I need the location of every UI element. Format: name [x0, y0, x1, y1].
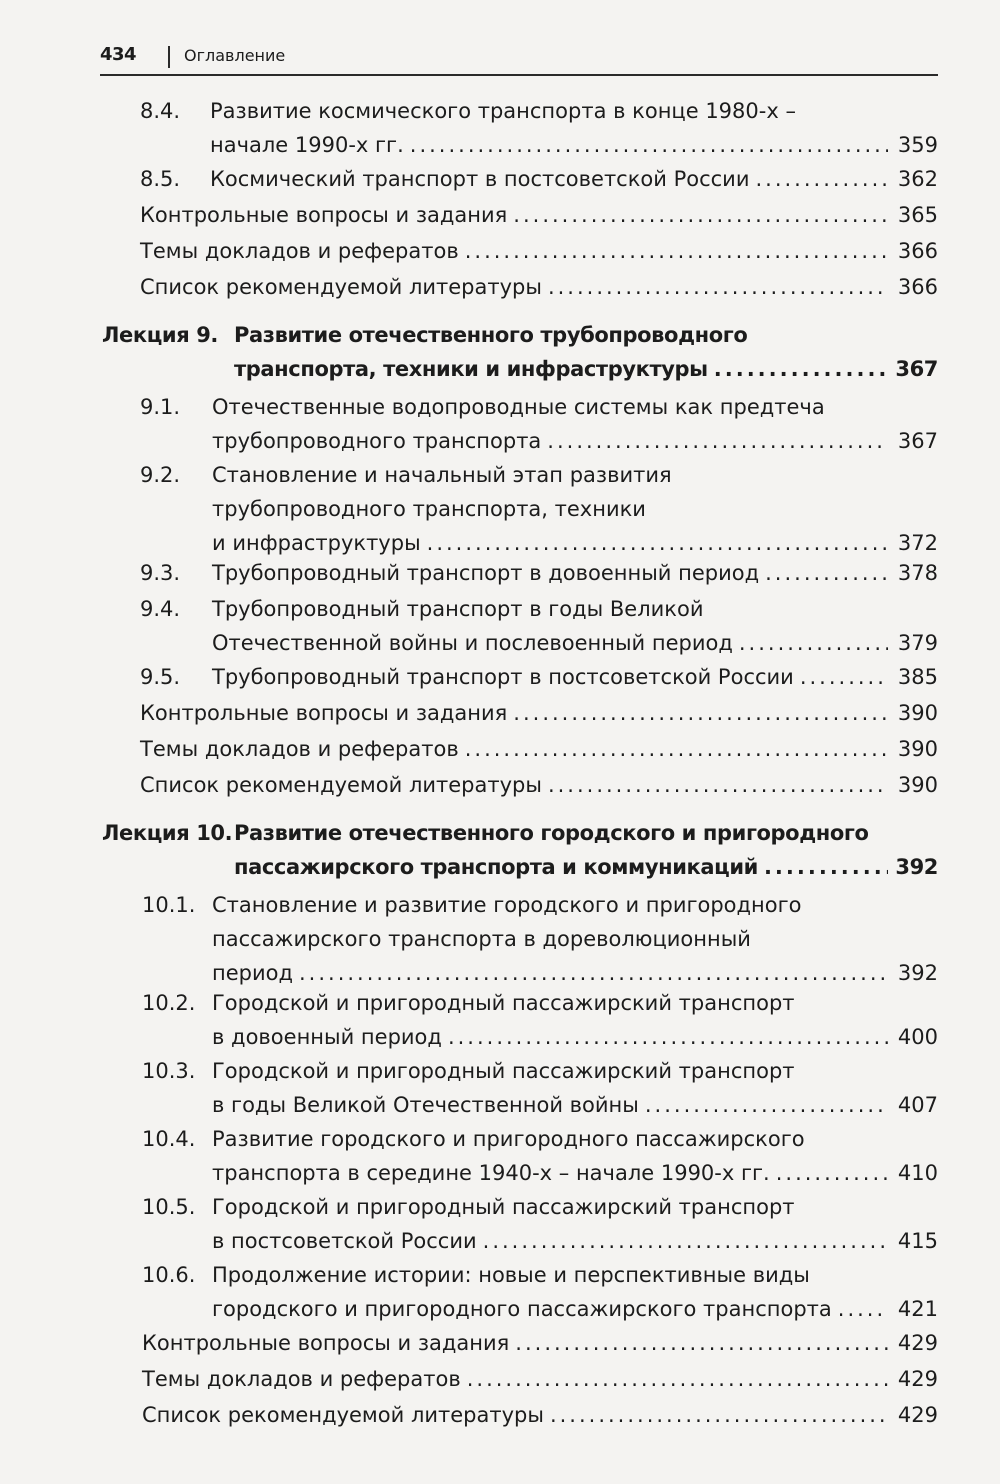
- entry-title-line: [140, 270, 938, 304]
- entry-title-line: [212, 1224, 938, 1258]
- page-ref: 400: [897, 1025, 938, 1049]
- entry-title-text: Развитие космического транспорта в конце 1980-х –: [210, 99, 796, 123]
- entry-title-line: [212, 1122, 805, 1156]
- header-title: Оглавление: [184, 46, 286, 65]
- page-ref: 366: [897, 239, 938, 263]
- entry-title-line: [142, 1326, 938, 1360]
- entry-title-line: [212, 956, 938, 990]
- dot-leader: [739, 626, 888, 660]
- entry-title-line: [142, 1398, 938, 1432]
- entry-title-line: [234, 352, 938, 386]
- page-ref: 390: [897, 773, 938, 797]
- page-ref: 367: [897, 429, 938, 453]
- entry-number: 10.6.: [142, 1263, 196, 1287]
- dot-leader: [548, 270, 888, 304]
- entry-title-line: [212, 592, 703, 626]
- entry-title-text: начале 1990-х гг.: [210, 133, 404, 157]
- entry-title-text: Темы докладов и рефератов: [140, 239, 459, 263]
- entry-title-line: [140, 732, 938, 766]
- dot-leader: [299, 956, 888, 990]
- dot-leader: [838, 1292, 888, 1326]
- entry-title-line: [210, 94, 796, 128]
- page-ref: 390: [897, 737, 938, 761]
- entry-title-text: Развитие городского и пригородного пассажирского: [212, 1127, 805, 1151]
- entry-title-line: [212, 1054, 795, 1088]
- page-ref: 390: [897, 701, 938, 725]
- dot-leader: [800, 660, 888, 694]
- entry-title-text: городского и пригородного пассажирского транспорта: [212, 1297, 832, 1321]
- entry-title-line: [234, 816, 869, 850]
- page-ref: 367: [895, 357, 938, 381]
- page-ref: 362: [897, 167, 938, 191]
- entry-title-line: [212, 922, 751, 956]
- entry-number: 10.2.: [142, 991, 196, 1015]
- entry-title-line: [212, 556, 938, 590]
- entry-title-text: транспорта в середине 1940-х – начале 1990-х гг.: [212, 1161, 770, 1185]
- entry-title-text: Продолжение истории: новые и перспективные виды: [212, 1263, 810, 1287]
- page-ref: 378: [897, 561, 938, 585]
- entry-title-text: пассажирского транспорта и коммуникаций: [234, 855, 758, 879]
- entry-title-text: в довоенный период: [212, 1025, 442, 1049]
- page-ref: 372: [897, 531, 938, 555]
- entry-title-text: Темы докладов и рефератов: [142, 1367, 461, 1391]
- entry-number: 9.1.: [140, 395, 181, 419]
- dot-leader: [550, 1398, 888, 1432]
- entry-number: 10.5.: [142, 1195, 196, 1219]
- entry-title-line: [140, 198, 938, 232]
- entry-number: 10.4.: [142, 1127, 196, 1151]
- dot-leader: [513, 696, 888, 730]
- dot-leader: [465, 234, 888, 268]
- entry-title-text: пассажирского транспорта в дореволюционный: [212, 927, 751, 951]
- page-number: 434: [100, 44, 137, 65]
- entry-title-line: [212, 1258, 810, 1292]
- entry-number: 8.5.: [140, 167, 181, 191]
- entry-title-line: [212, 424, 938, 458]
- dot-leader: [465, 732, 888, 766]
- entry-title-text: Становление и начальный этап развития: [212, 463, 672, 487]
- entry-title-line: [212, 1156, 938, 1190]
- page-ref: 429: [897, 1331, 938, 1355]
- dot-leader: [764, 850, 888, 884]
- entry-number: 10.1.: [142, 893, 196, 917]
- entry-title-text: Городской и пригородный пассажирский транспорт: [212, 1059, 795, 1083]
- page-ref: 421: [897, 1297, 938, 1321]
- entry-title-text: Список рекомендуемой литературы: [140, 275, 542, 299]
- entry-title-line: [212, 1292, 938, 1326]
- entry-number: Лекция 10.: [102, 821, 233, 845]
- entry-number: 8.4.: [140, 99, 181, 123]
- dot-leader: [755, 162, 888, 196]
- entry-title-line: [140, 768, 938, 802]
- page-ref: 392: [895, 855, 938, 879]
- entry-title-text: Трубопроводный транспорт в постсоветской России: [212, 665, 794, 689]
- entry-number: 9.2.: [140, 463, 181, 487]
- entry-title-line: [140, 696, 938, 730]
- entry-title-line: [212, 1190, 795, 1224]
- entry-title-text: Трубопроводный транспорт в довоенный период: [212, 561, 760, 585]
- dot-leader: [515, 1326, 888, 1360]
- entry-number: Лекция 9.: [102, 323, 219, 347]
- entry-title-text: период: [212, 961, 293, 985]
- entry-title-text: и инфраструктуры: [212, 531, 421, 555]
- dot-leader: [448, 1020, 888, 1054]
- entry-title-line: [212, 390, 825, 424]
- entry-title-line: [234, 318, 747, 352]
- entry-title-text: Список рекомендуемой литературы: [140, 773, 542, 797]
- entry-title-line: [212, 660, 938, 694]
- entry-title-line: [212, 986, 795, 1020]
- entry-title-line: [212, 1020, 938, 1054]
- page-ref: 366: [897, 275, 938, 299]
- entry-title-line: [212, 1088, 938, 1122]
- entry-title-line: [140, 234, 938, 268]
- entry-title-text: Космический транспорт в постсоветской России: [210, 167, 750, 191]
- entry-title-text: Отечественные водопроводные системы как предтеча: [212, 395, 825, 419]
- entry-title-text: Темы докладов и рефератов: [140, 737, 459, 761]
- entry-title-text: транспорта, техники и инфраструктуры: [234, 357, 708, 381]
- dot-leader: [467, 1362, 888, 1396]
- entry-number: 9.3.: [140, 561, 181, 585]
- page-ref: 415: [897, 1229, 938, 1253]
- entry-number: 9.5.: [140, 665, 181, 689]
- page-ref: 410: [897, 1161, 938, 1185]
- entry-title-text: Контрольные вопросы и задания: [142, 1331, 510, 1355]
- page-ref: 429: [897, 1367, 938, 1391]
- entry-title-text: Развитие отечественного трубопроводного: [234, 323, 748, 347]
- page-ref: 407: [897, 1093, 938, 1117]
- entry-title-text: в годы Великой Отечественной войны: [212, 1093, 639, 1117]
- page-ref: 359: [897, 133, 938, 157]
- page-ref: 365: [897, 203, 938, 227]
- entry-title-text: Городской и пригородный пассажирский транспорт: [212, 1195, 795, 1219]
- entry-title-line: [212, 626, 938, 660]
- entry-title-text: Развитие отечественного городского и пригородного: [234, 821, 869, 845]
- entry-title-text: Городской и пригородный пассажирский транспорт: [212, 991, 795, 1015]
- dot-leader: [548, 768, 888, 802]
- entry-title-line: [210, 128, 938, 162]
- entry-number: 9.4.: [140, 597, 181, 621]
- entry-title-text: трубопроводного транспорта, техники: [212, 497, 646, 521]
- dot-leader: [483, 1224, 888, 1258]
- dot-leader: [776, 1156, 888, 1190]
- entry-title-text: в постсоветской России: [212, 1229, 477, 1253]
- dot-leader: [645, 1088, 888, 1122]
- dot-leader: [513, 198, 888, 232]
- dot-leader: [410, 128, 888, 162]
- entry-title-text: Контрольные вопросы и задания: [140, 701, 508, 725]
- entry-title-line: [234, 850, 938, 884]
- entry-title-text: Отечественной войны и послевоенный период: [212, 631, 733, 655]
- page-ref: 385: [897, 665, 938, 689]
- entry-title-line: [212, 492, 646, 526]
- entry-title-line: [142, 1362, 938, 1396]
- entry-title-line: [212, 458, 672, 492]
- dot-leader: [765, 556, 888, 590]
- entry-title-text: Контрольные вопросы и задания: [140, 203, 508, 227]
- entry-number: 10.3.: [142, 1059, 196, 1083]
- entry-title-text: трубопроводного транспорта: [212, 429, 542, 453]
- entry-title-line: [210, 162, 938, 196]
- dot-leader: [714, 352, 888, 386]
- dot-leader: [547, 424, 888, 458]
- page-ref: 379: [897, 631, 938, 655]
- dot-leader: [427, 526, 888, 560]
- page-ref: 392: [897, 961, 938, 985]
- entry-title-text: Становление и развитие городского и пригородного: [212, 893, 802, 917]
- entry-title-line: [212, 888, 802, 922]
- entry-title-text: Список рекомендуемой литературы: [142, 1403, 544, 1427]
- entry-title-text: Трубопроводный транспорт в годы Великой: [212, 597, 704, 621]
- entry-title-line: [212, 526, 938, 560]
- page-ref: 429: [897, 1403, 938, 1427]
